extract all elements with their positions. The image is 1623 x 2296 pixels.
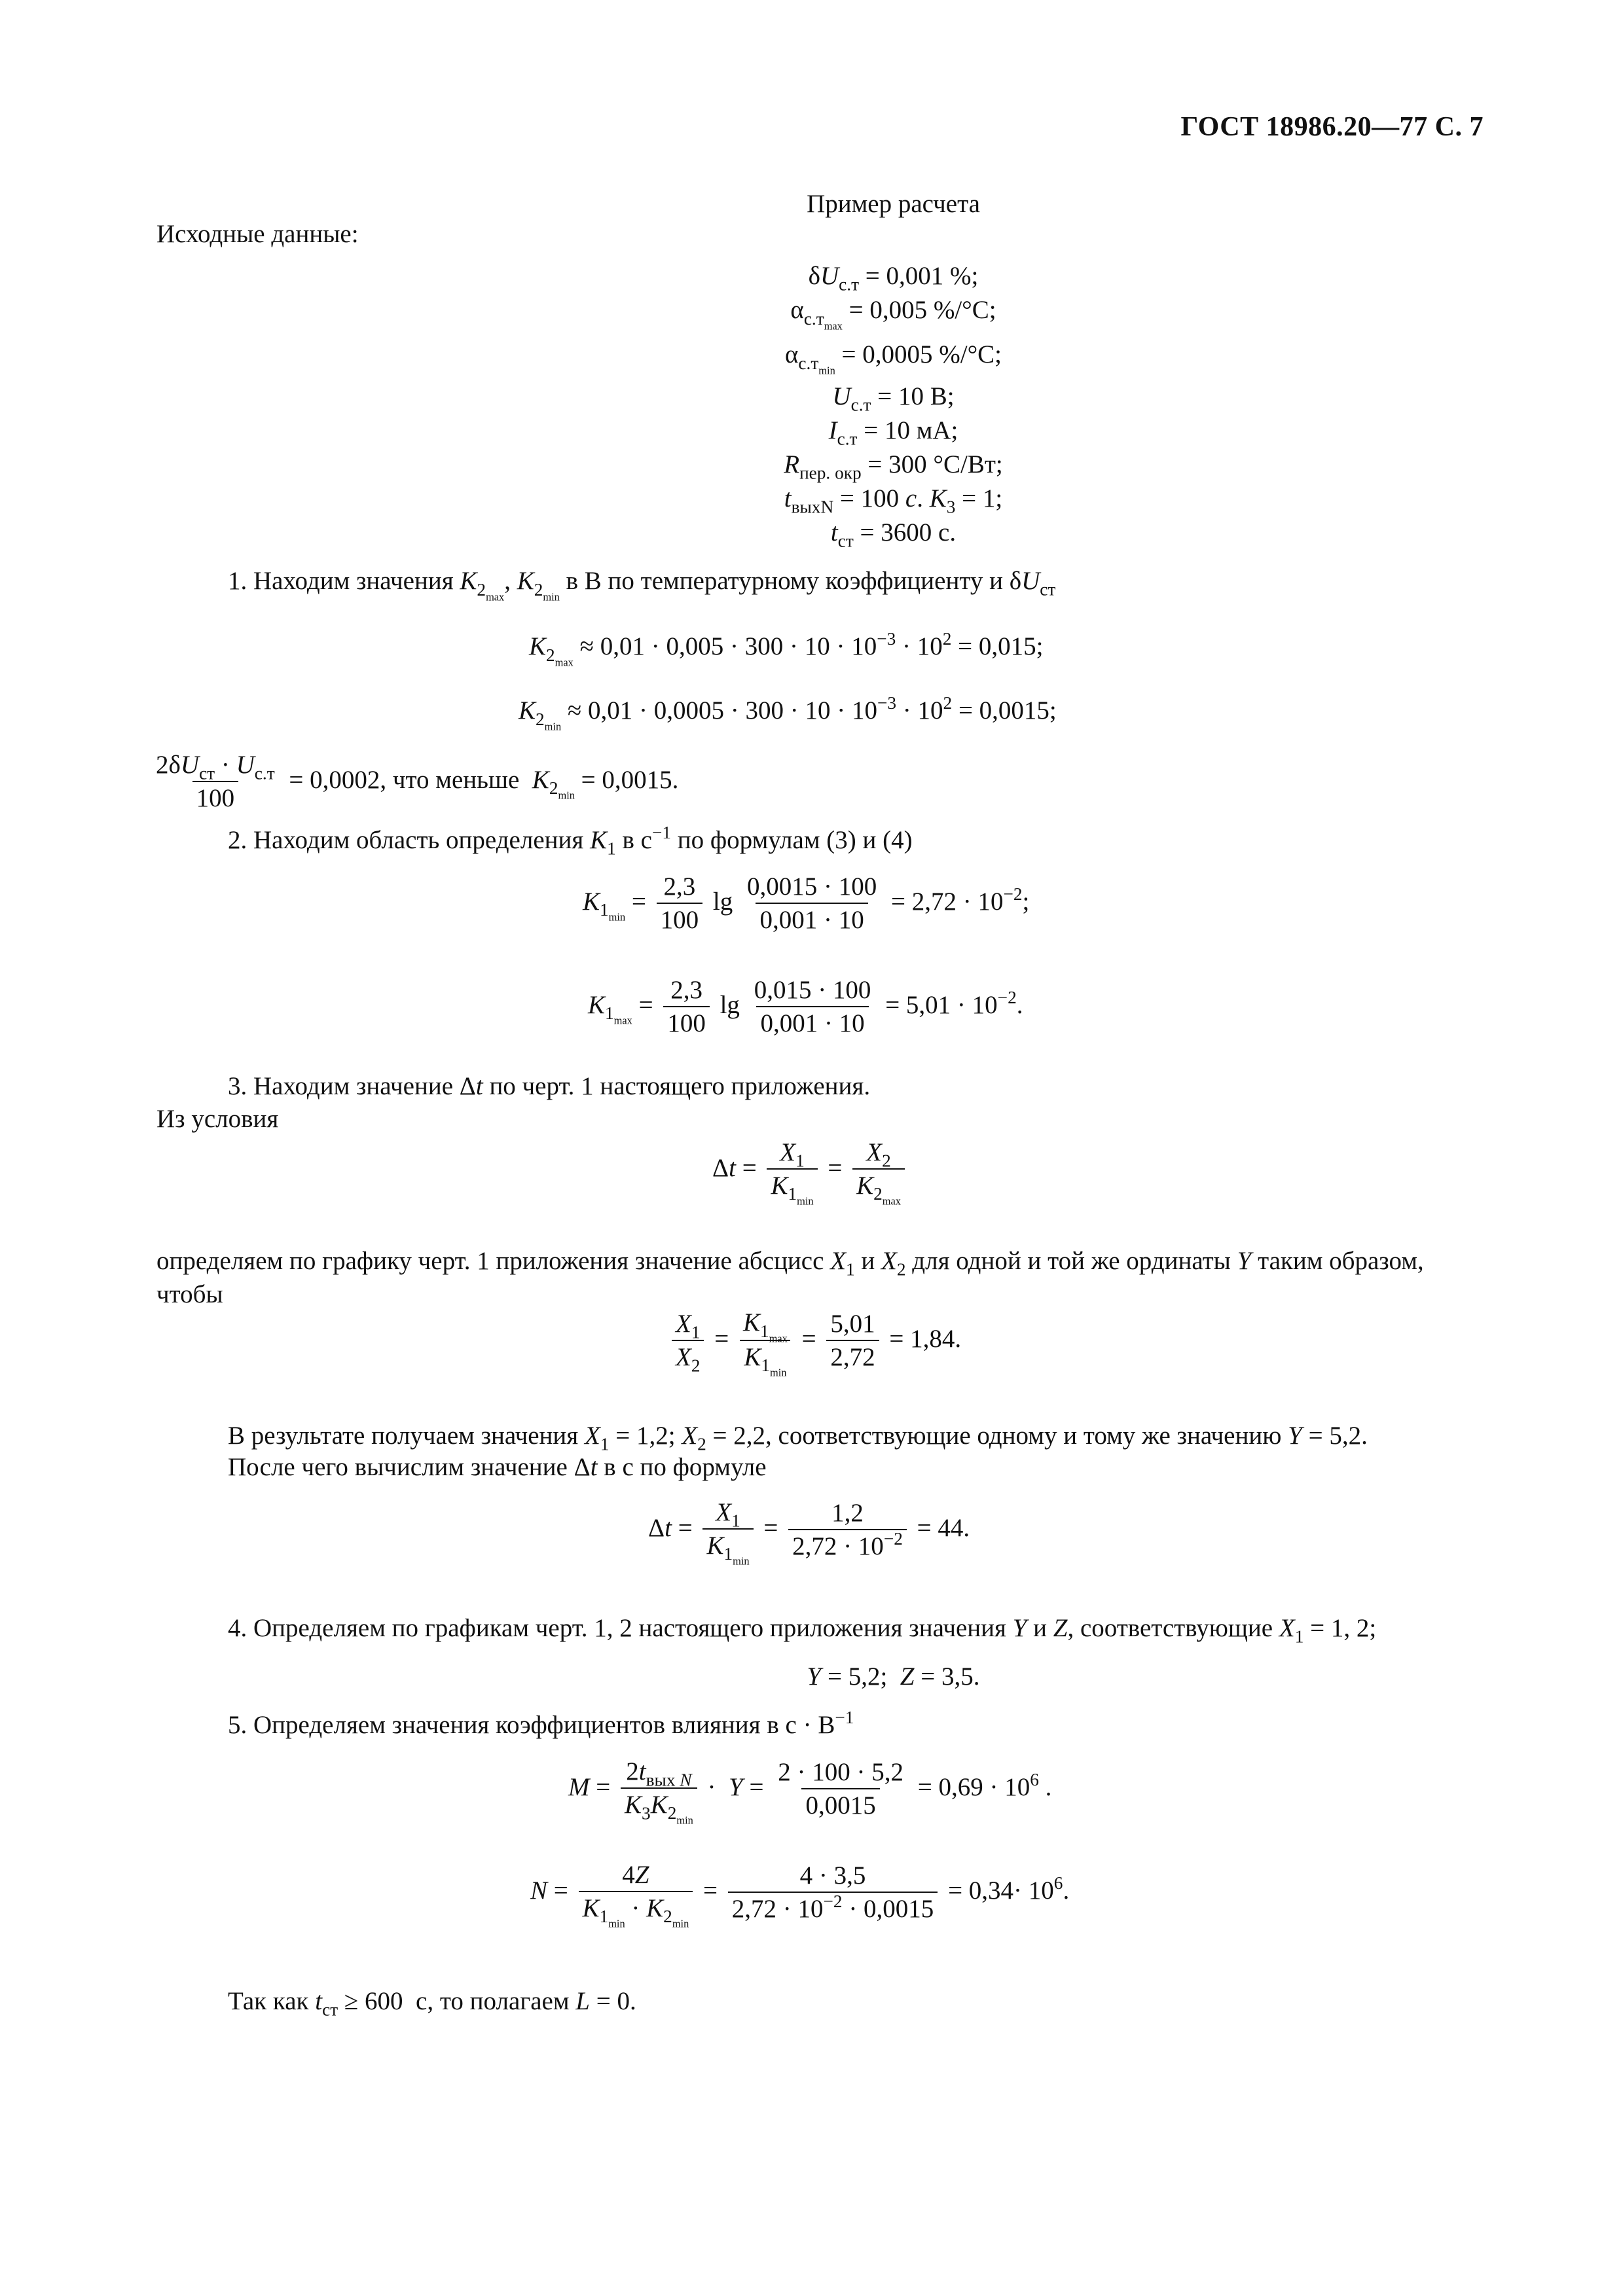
initial-data-label: Исходные данные: (156, 220, 359, 248)
step2-eq2: $K_{1_{max}}$ = $\frac{2,3}{100}$ lg $\frac{0,015 \cdot 100}{0,001 \cdot 10}$ = $5,01 \cdot 10^{-2}$. (588, 976, 1023, 1037)
step5-text: 5. Определяем значения коэффициентов влияния в $с \cdot В^{-1}$ (228, 1708, 854, 1739)
step5-eq2: N = $\frac{4Z}{K_{1_{min}} \cdot K_{2_{min}}}$ = $\frac{4 \cdot 3,5}{2,72 \cdot 10^{-2} \cdot 0,0015}$ = $0,34\cdot 10^6$. (530, 1861, 1070, 1930)
step3-eq2: $\frac{X_1}{X_2}$ = $\frac{K_{1_{max}}}{K_{1_{min}}}$ = $\frac{5,01}{2,72}$ = 1,84. (668, 1309, 961, 1373)
step4-text: 4. Определяем по графикам черт. 1, 2 настоящего приложения значения Y и Z, соответствующие $X_1 = 1$, 2; (228, 1614, 1377, 1647)
initial-data-item: $\alpha_{с.т_{max}} = 0,005$ %/°С; (790, 296, 996, 332)
conclusion: Так как $t_{ст} \ge 600$ с, то полагаем L = 0. (228, 1987, 636, 2020)
step1-eq2: $K_{2_{min}} \approx 0,01 \cdot 0,0005 \cdot 300 \cdot 10 \cdot 10^{-3} \cdot 10^2 = 0,0015$; (519, 693, 1057, 732)
step3-paragraph: определяем по графику черт. 1 приложения значение абсцисс $X_1$ и $X_2$ для одной и той же ординаты Y таким образом, чтобы (156, 1247, 1424, 1308)
step1-check: $\frac{2\delta U_{ст} \cdot U_{с.т}}{100}$ = 0,0002, что меньше $K_{2_{min}} = 0,0015$. (156, 751, 679, 812)
step1-eq1: $K_{2_{max}} \approx 0,01 \cdot 0,005 \cdot 300 \cdot 10 \cdot 10^{-3} \cdot 10^2 = 0,015$; (529, 629, 1044, 668)
step2-eq1: $K_{1_{min}}$ = $\frac{2,3}{100}$ lg $\frac{0,0015 \cdot 100}{0,001 \cdot 10}$ = $2,72 \cdot 10^{-2}$; (583, 872, 1030, 934)
initial-data-item: $\delta U_{с.т} = 0,001$ %; (808, 262, 979, 295)
step1-text: 1. Находим значения $K_{2_{max}}$, $K_{2_{min}}$ в В по температурному коэффициенту и $\delta U_{ст}$ (228, 567, 1056, 603)
step3-eq3: Δt = $\frac{X_1}{K_{1_{min}}}$ = $\frac{1,2}{2,72 \cdot 10^{-2}}$ = 44. (648, 1498, 970, 1568)
step3-result2: После чего вычислим значение Δt в с по формуле (228, 1453, 767, 1481)
step4-eq: Y = 5,2; Z = 3,5. (807, 1662, 980, 1691)
initial-data-item: $I_{с.т} = 10$ мА; (828, 416, 958, 449)
step3-result1: В результате получаем значения $X_1 = 1,2$; $X_2 = 2,2$, соответствующие одному и тому же значению Y = 5,2. (228, 1422, 1368, 1454)
step3-condition: Из условия (156, 1105, 279, 1133)
initial-data-item: $t_{выхN} = 100$ с. $K_3 = 1$; (784, 484, 1003, 517)
page-header: ГОСТ 18986.20—77 С. 7 (1180, 112, 1484, 142)
section-title: Пример расчета (807, 190, 980, 218)
initial-data-item: $R_{пер. окр} = 300$ °С/Вт; (784, 450, 1003, 483)
step5-eq1: M = $\frac{2t_{вых N}}{K_3K_{2_{min}}}$ · Y = $\frac{2 \cdot 100 \cdot 5,2}{0,0015}$ = $0,69 \cdot 10^6$ . (568, 1757, 1052, 1827)
initial-data-item: $U_{с.т} = 10$ В; (832, 382, 955, 415)
step3-text: 3. Находим значение Δt по черт. 1 настоящего приложения. (228, 1072, 871, 1100)
step3-eq1: Δt = $\frac{X_1}{K_{1_{min}}}$ = $\frac{X_2}{K_{2_{max}}}$ (712, 1139, 909, 1202)
initial-data-item: $\alpha_{с.т_{min}} = 0,0005$ %/°С; (784, 340, 1002, 376)
initial-data-item: $t_{ст} = 3600$ с. (830, 518, 957, 551)
step2-text: 2. Находим область определения $K_1$ в $с^{-1}$ по формулам (3) и (4) (228, 823, 913, 859)
